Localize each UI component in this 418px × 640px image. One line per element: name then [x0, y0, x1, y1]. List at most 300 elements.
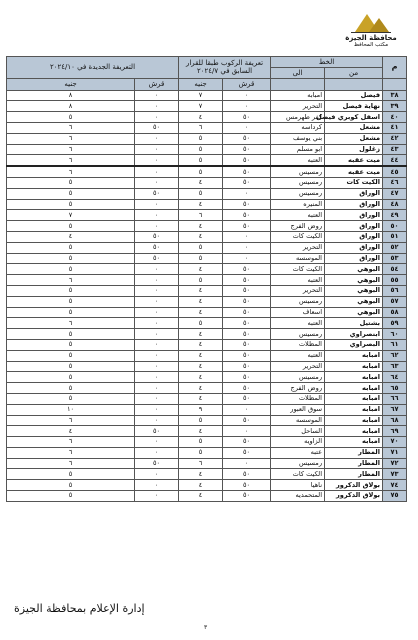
table-row [7, 210, 407, 221]
old-pound: ٧ [179, 90, 223, 101]
from-station: امبابه [325, 415, 383, 426]
new-pound: ٥ [7, 339, 135, 350]
old-piaster: ٠ [223, 426, 271, 437]
new-pound: ٥ [7, 221, 135, 232]
to-station: العتبه [271, 210, 325, 221]
to-station: عتبه [271, 447, 325, 458]
pyramid-logo-icon [351, 10, 391, 34]
row-number: ٥٨ [383, 307, 407, 318]
old-piaster: ٥٠ [223, 199, 271, 210]
from-station: ابنصراوي [325, 329, 383, 340]
row-number: ٤٧ [383, 188, 407, 199]
to-station: سوق العبور [271, 404, 325, 415]
old-pound: ٤ [179, 307, 223, 318]
row-number: ٧٢ [383, 458, 407, 469]
row-number: ٤٩ [383, 210, 407, 221]
header-blank-to [271, 78, 325, 90]
to-station: الموسسه [271, 415, 325, 426]
from-station: امبابه [325, 361, 383, 372]
to-station: الزاويه [271, 437, 325, 448]
old-piaster: ٥٠ [223, 318, 271, 329]
new-pound: ٨ [7, 90, 135, 101]
old-piaster: ٠ [223, 122, 271, 133]
old-piaster: ٠ [223, 90, 271, 101]
table-row [7, 242, 407, 253]
new-piaster: ٠ [135, 285, 179, 296]
header-old-piaster: قرش [223, 78, 271, 90]
new-pound: ٦ [7, 447, 135, 458]
new-pound: ٥ [7, 112, 135, 123]
old-piaster: ٥٠ [223, 393, 271, 404]
new-pound: ٦ [7, 122, 135, 133]
old-pound: ٤ [179, 350, 223, 361]
to-station: ناهيا [271, 480, 325, 491]
table-row [7, 437, 407, 448]
from-station: الوراق [325, 210, 383, 221]
new-pound: ٥ [7, 329, 135, 340]
from-station: المطار [325, 458, 383, 469]
to-station: روض الفرج [271, 383, 325, 394]
row-number: ٥٢ [383, 242, 407, 253]
new-piaster: ٠ [135, 199, 179, 210]
new-pound: ٦ [7, 155, 135, 166]
old-pound: ٤ [179, 264, 223, 275]
table-row [7, 329, 407, 340]
old-piaster: ٥٠ [223, 275, 271, 286]
new-piaster: ٠ [135, 221, 179, 232]
from-station: ميت عقبه [325, 155, 383, 166]
old-piaster: ٠ [223, 242, 271, 253]
new-pound: ٥ [7, 264, 135, 275]
old-pound: ٧ [179, 101, 223, 112]
to-station: روض الفرج [271, 221, 325, 232]
to-station: الساحل [271, 426, 325, 437]
from-station: البوهي [325, 264, 383, 275]
new-piaster: ٥٠ [135, 231, 179, 242]
row-number: ٧٥ [383, 491, 407, 502]
new-pound: ٥ [7, 188, 135, 199]
from-station: البصراوي [325, 339, 383, 350]
table-row [7, 177, 407, 188]
new-piaster: ٠ [135, 177, 179, 188]
old-pound: ٥ [179, 188, 223, 199]
table-row [7, 285, 407, 296]
old-piaster: ٥٠ [223, 339, 271, 350]
table-row [7, 361, 407, 372]
from-station: المطار [325, 447, 383, 458]
to-station: رمسيس [271, 329, 325, 340]
old-pound: ٤ [179, 480, 223, 491]
table-row [7, 393, 407, 404]
old-piaster: ٥٠ [223, 144, 271, 155]
old-pound: ٤ [179, 199, 223, 210]
to-station: الكيت كات [271, 469, 325, 480]
table-row [7, 231, 407, 242]
new-pound: ٦ [7, 133, 135, 144]
new-piaster: ٥٠ [135, 242, 179, 253]
old-pound: ٤ [179, 339, 223, 350]
old-pound: ٥ [179, 415, 223, 426]
new-pound: ٥ [7, 307, 135, 318]
old-piaster: ٥٠ [223, 437, 271, 448]
row-number: ٧١ [383, 447, 407, 458]
new-piaster: ٠ [135, 383, 179, 394]
row-number: ٥٤ [383, 264, 407, 275]
to-station: العتبه [271, 318, 325, 329]
from-station: الوراق [325, 242, 383, 253]
table-row [7, 469, 407, 480]
from-station: البوهي [325, 296, 383, 307]
fare-table-body [7, 90, 407, 501]
from-station: نهاية فيصل [325, 101, 383, 112]
from-station: الوراق [325, 231, 383, 242]
new-piaster: ٠ [135, 307, 179, 318]
table-row [7, 188, 407, 199]
to-station: رمسيس [271, 177, 325, 188]
to-station: العتبه [271, 350, 325, 361]
table-row [7, 112, 407, 123]
logo-text: محافظة الجيزة [345, 34, 397, 42]
row-number: ٧٣ [383, 469, 407, 480]
from-station: زغلول [325, 144, 383, 155]
new-piaster: ٠ [135, 264, 179, 275]
governorate-logo [344, 10, 398, 54]
table-row [7, 253, 407, 264]
from-station: المطار [325, 469, 383, 480]
header-blank-from [325, 78, 383, 90]
new-pound: ٨ [7, 101, 135, 112]
header-from: من [325, 67, 383, 78]
row-number: ٦٩ [383, 426, 407, 437]
new-pound: ٥ [7, 361, 135, 372]
from-station: ميت عقبه [325, 166, 383, 177]
old-pound: ٤ [179, 231, 223, 242]
header-old-fare: تعريفة الركوب طبقا للقرار السابق في ٢٠٢٤/٧ [179, 57, 271, 79]
new-piaster: ٠ [135, 339, 179, 350]
row-number: ٥٦ [383, 285, 407, 296]
old-piaster: ٥٠ [223, 221, 271, 232]
to-station: العتبه [271, 155, 325, 166]
table-row [7, 90, 407, 101]
new-pound: ٥ [7, 350, 135, 361]
header-old-pound: جنيه [179, 78, 223, 90]
from-station: الوراق [325, 253, 383, 264]
new-pound: ٥ [7, 296, 135, 307]
new-piaster: ٥٠ [135, 188, 179, 199]
row-number: ٦٨ [383, 415, 407, 426]
new-pound: ٥ [7, 491, 135, 502]
old-piaster: ٥٠ [223, 177, 271, 188]
to-station: بني يوسف [271, 133, 325, 144]
row-number: ٧٠ [383, 437, 407, 448]
new-pound: ٥ [7, 285, 135, 296]
old-pound: ٤ [179, 177, 223, 188]
old-piaster: ٥٠ [223, 372, 271, 383]
new-pound: ٦ [7, 415, 135, 426]
new-pound: ٥ [7, 177, 135, 188]
old-piaster: ٥٠ [223, 166, 271, 177]
new-piaster: ٠ [135, 415, 179, 426]
to-station: الموسسه [271, 253, 325, 264]
new-pound: ٦ [7, 458, 135, 469]
row-number: ٦٥ [383, 383, 407, 394]
old-piaster: ٥٠ [223, 264, 271, 275]
from-station: البوهي [325, 285, 383, 296]
from-station: البوهي [325, 307, 383, 318]
to-station: امبابه [271, 90, 325, 101]
old-pound: ٥ [179, 166, 223, 177]
row-number: ٤٨ [383, 199, 407, 210]
row-number: ٤١ [383, 122, 407, 133]
row-number: ٥٥ [383, 275, 407, 286]
to-station: التحرير [271, 361, 325, 372]
old-pound: ٦ [179, 458, 223, 469]
new-piaster: ٠ [135, 296, 179, 307]
from-station: بشتيل [325, 318, 383, 329]
old-piaster: ٠ [223, 101, 271, 112]
new-piaster: ٠ [135, 329, 179, 340]
old-pound: ٥ [179, 133, 223, 144]
new-pound: ٥ [7, 393, 135, 404]
row-number: ٦٠ [383, 329, 407, 340]
header-num: م [383, 57, 407, 79]
new-piaster: ٠ [135, 393, 179, 404]
new-piaster: ٠ [135, 166, 179, 177]
row-number: ٦٦ [383, 393, 407, 404]
old-pound: ٤ [179, 221, 223, 232]
old-pound: ٦ [179, 210, 223, 221]
new-piaster: ٠ [135, 101, 179, 112]
from-station: اسفل كوبري فيصل [325, 112, 383, 123]
old-piaster: ٠ [223, 231, 271, 242]
header-new-piaster: قرش [135, 78, 179, 90]
logo-subtext: مكتب المحافظ [353, 42, 389, 48]
header-new-pound: جنيه [7, 78, 135, 90]
old-piaster: ٥٠ [223, 296, 271, 307]
row-number: ٣٨ [383, 90, 407, 101]
new-piaster: ٠ [135, 318, 179, 329]
new-piaster: ٠ [135, 404, 179, 415]
row-number: ٦٤ [383, 372, 407, 383]
new-pound: ٥ [7, 480, 135, 491]
new-pound: ٦ [7, 318, 135, 329]
table-row [7, 318, 407, 329]
to-station: المظلات [271, 393, 325, 404]
to-station: ابو مسلم [271, 144, 325, 155]
to-station: المنيره [271, 199, 325, 210]
to-station: رمسيس [271, 296, 325, 307]
table-row [7, 275, 407, 286]
old-piaster: ٠ [223, 404, 271, 415]
table-row [7, 447, 407, 458]
old-pound: ٩ [179, 404, 223, 415]
new-pound: ٥ [7, 469, 135, 480]
from-station: البوهي [325, 275, 383, 286]
old-piaster: ٥٠ [223, 155, 271, 166]
to-station: التحرير [271, 285, 325, 296]
table-row [7, 458, 407, 469]
table-row [7, 350, 407, 361]
old-pound: ٤ [179, 383, 223, 394]
table-row [7, 404, 407, 415]
table-row [7, 307, 407, 318]
row-number: ٥٩ [383, 318, 407, 329]
old-piaster: ٥٠ [223, 285, 271, 296]
old-piaster: ٥٠ [223, 469, 271, 480]
old-pound: ٤ [179, 491, 223, 502]
old-pound: ٥ [179, 275, 223, 286]
old-pound: ٥ [179, 144, 223, 155]
to-station: العتبه [271, 275, 325, 286]
old-pound: ٥ [179, 437, 223, 448]
to-station: الكيت كات [271, 264, 325, 275]
old-piaster: ٥٠ [223, 329, 271, 340]
row-number: ٤٢ [383, 133, 407, 144]
new-piaster: ٠ [135, 361, 179, 372]
old-pound: ٥ [179, 447, 223, 458]
new-pound: ٥ [7, 372, 135, 383]
from-station: امبابه [325, 404, 383, 415]
old-pound: ٤ [179, 426, 223, 437]
footer-credit: إدارة الإعلام بمحافظة الجيزة [14, 602, 145, 615]
old-piaster: ٠ [223, 253, 271, 264]
old-piaster: ٠ [223, 458, 271, 469]
new-piaster: ٠ [135, 480, 179, 491]
old-pound: ٥ [179, 253, 223, 264]
page-number: ٣ [204, 624, 208, 631]
row-number: ٤٥ [383, 166, 407, 177]
from-station: الوراق [325, 188, 383, 199]
old-pound: ٤ [179, 296, 223, 307]
old-piaster: ٥٠ [223, 383, 271, 394]
row-number: ٥١ [383, 231, 407, 242]
header-blank-num [383, 78, 407, 90]
new-piaster: ٥٠ [135, 426, 179, 437]
new-piaster: ٠ [135, 155, 179, 166]
to-station: التحرير [271, 101, 325, 112]
row-number: ٣٩ [383, 101, 407, 112]
new-piaster: ٠ [135, 133, 179, 144]
new-piaster: ٠ [135, 90, 179, 101]
new-pound: ١٠ [7, 404, 135, 415]
old-piaster: ٥٠ [223, 350, 271, 361]
old-piaster: ٥٠ [223, 112, 271, 123]
table-row [7, 426, 407, 437]
new-pound: ٤ [7, 426, 135, 437]
from-station: مشعل [325, 133, 383, 144]
new-piaster: ٠ [135, 210, 179, 221]
fare-table [6, 56, 407, 502]
from-station: امبابه [325, 372, 383, 383]
table-row [7, 221, 407, 232]
from-station: الوراق [325, 221, 383, 232]
row-number: ٦٧ [383, 404, 407, 415]
new-piaster: ٠ [135, 275, 179, 286]
new-piaster: ٠ [135, 350, 179, 361]
old-piaster: ٥٠ [223, 361, 271, 372]
table-row [7, 264, 407, 275]
from-station: بولاق الدكرور [325, 491, 383, 502]
old-pound: ٤ [179, 361, 223, 372]
to-station: المتحمديه [271, 491, 325, 502]
old-piaster: ٥٠ [223, 307, 271, 318]
old-pound: ٦ [179, 122, 223, 133]
to-station: كفر طهرمس [271, 112, 325, 123]
table-row [7, 383, 407, 394]
table-row [7, 372, 407, 383]
old-pound: ٤ [179, 372, 223, 383]
new-pound: ٤ [7, 231, 135, 242]
new-piaster: ٠ [135, 437, 179, 448]
new-pound: ٥ [7, 383, 135, 394]
old-piaster: ٥٠ [223, 133, 271, 144]
from-station: الوراق [325, 199, 383, 210]
old-piaster: ٥٠ [223, 480, 271, 491]
to-station: رمسيس [271, 166, 325, 177]
new-pound: ٧ [7, 210, 135, 221]
old-pound: ٥ [179, 318, 223, 329]
table-row [7, 491, 407, 502]
new-piaster: ٠ [135, 112, 179, 123]
from-station: الكيت كات [325, 177, 383, 188]
old-piaster: ٥٠ [223, 415, 271, 426]
row-number: ٤٣ [383, 144, 407, 155]
table-row [7, 101, 407, 112]
new-pound: ٦ [7, 144, 135, 155]
to-station: المظلات [271, 339, 325, 350]
new-piaster: ٠ [135, 491, 179, 502]
row-number: ٤٦ [383, 177, 407, 188]
table-row [7, 296, 407, 307]
new-piaster: ٠ [135, 469, 179, 480]
row-number: ٥٣ [383, 253, 407, 264]
to-station: رمسيس [271, 458, 325, 469]
table-row [7, 339, 407, 350]
from-station: امبابه [325, 383, 383, 394]
to-station: رمسيس [271, 372, 325, 383]
old-pound: ٤ [179, 329, 223, 340]
old-pound: ٥ [179, 242, 223, 253]
row-number: ٧٤ [383, 480, 407, 491]
table-row [7, 144, 407, 155]
from-station: امبابه [325, 437, 383, 448]
table-row [7, 480, 407, 491]
table-row [7, 155, 407, 166]
old-pound: ٤ [179, 393, 223, 404]
row-number: ٤٤ [383, 155, 407, 166]
old-pound: ٤ [179, 112, 223, 123]
new-piaster: ٠ [135, 372, 179, 383]
row-number: ٥٧ [383, 296, 407, 307]
to-station: اسعاف [271, 307, 325, 318]
old-piaster: ٠ [223, 188, 271, 199]
row-number: ٦١ [383, 339, 407, 350]
table-row [7, 166, 407, 177]
new-piaster: ٠ [135, 144, 179, 155]
header-to: الى [271, 67, 325, 78]
new-piaster: ٥٠ [135, 458, 179, 469]
from-station: امبابه [325, 426, 383, 437]
old-pound: ٤ [179, 469, 223, 480]
new-pound: ٥ [7, 242, 135, 253]
old-piaster: ٥٠ [223, 210, 271, 221]
old-pound: ٥ [179, 155, 223, 166]
to-station: كرداسه [271, 122, 325, 133]
new-piaster: ٠ [135, 447, 179, 458]
new-pound: ٥ [7, 199, 135, 210]
header-line: الخط [271, 57, 383, 68]
row-number: ٦٣ [383, 361, 407, 372]
